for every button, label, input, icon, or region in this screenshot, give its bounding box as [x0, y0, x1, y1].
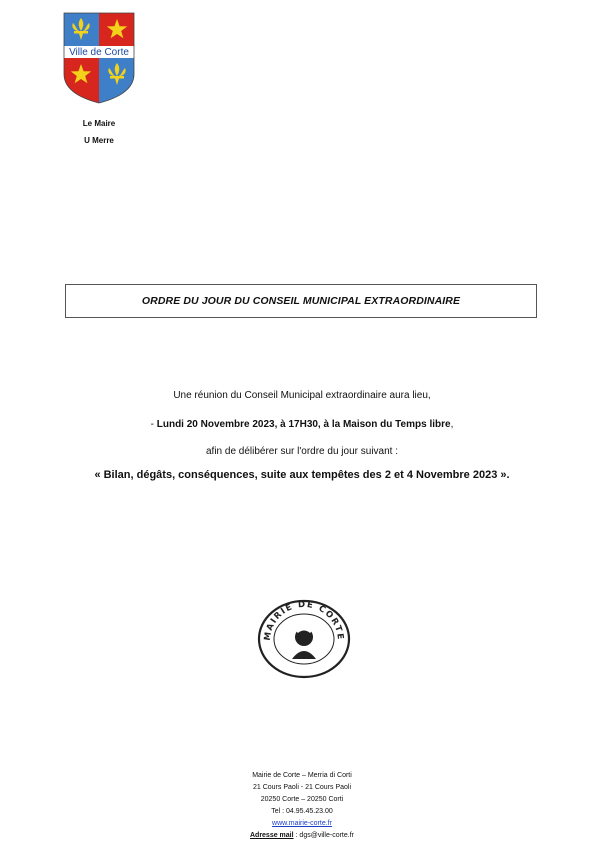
footer-email-line [0, 830, 604, 842]
moor-head-icon [292, 627, 316, 659]
footer-address [0, 770, 604, 842]
document-title-box [65, 284, 537, 318]
footer-line-2: 21 Cours Paoli - 21 Cours Paoli [252, 784, 352, 791]
mayor-header [63, 115, 135, 149]
mairie-stamp [256, 597, 352, 679]
crest-town-name: Ville de Corte [69, 47, 129, 58]
stamp-text: MAIRIE DE CORTE [262, 599, 346, 642]
footer-email[interactable]: dgs@ville-corte.fr [299, 832, 354, 839]
footer-email-label: Adresse mail [249, 832, 294, 839]
footer-line-3: 20250 Corte – 20250 Corti [260, 796, 344, 803]
footer-email-separator: : [293, 832, 300, 839]
meeting-date-paragraph [0, 419, 604, 430]
date-suffix: , [450, 419, 454, 430]
footer-phone: Tel : 04.95.45.23.00 [271, 808, 333, 815]
date-prefix: - [150, 419, 157, 430]
agenda-item: « Bilan, dégâts, conséquences, suite aux tempêtes des 2 et 4 Novembre 2023 ». [94, 469, 510, 481]
purpose-paragraph: afin de délibérer sur l'ordre du jour suivant : [205, 446, 398, 457]
footer-website-link[interactable]: www.mairie-corte.fr [272, 820, 332, 827]
meeting-date-line: Lundi 20 Novembre 2023, à 17H30, à la Maison du Temps libre [156, 419, 451, 430]
ville-de-corte-crest [63, 12, 135, 104]
mayor-role-corsican: U Merre [84, 136, 114, 145]
document-title: ORDRE DU JOUR DU CONSEIL MUNICIPAL EXTRAORDINAIRE [141, 295, 461, 307]
mayor-role: Le Maire [82, 119, 116, 128]
intro-paragraph: Une réunion du Conseil Municipal extraordinaire aura lieu, [173, 390, 431, 401]
footer-line-1: Mairie de Corte – Merria di Corti [252, 772, 352, 779]
